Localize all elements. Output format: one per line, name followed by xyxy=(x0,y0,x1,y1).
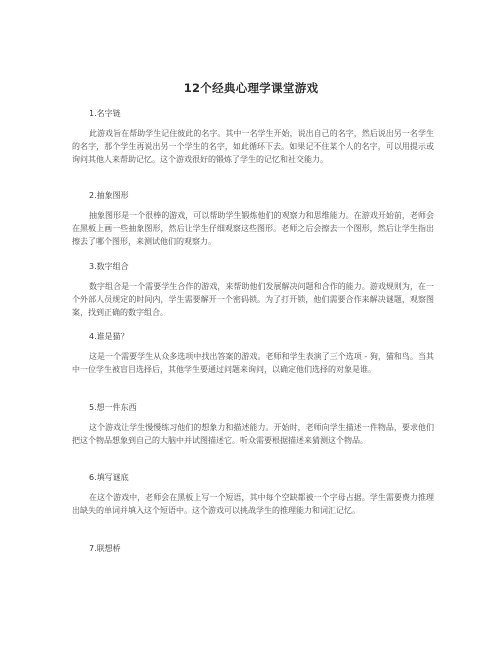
section-body: 在这个游戏中，老师会在黑板上写一个短语，其中每个空缺都被一个字母占据。学生需要费力推理出缺失的单词并填入这个短语中。这个游戏可以挑战学生的推理能力和词汇记忆。 xyxy=(72,493,434,515)
section-heading: 3.数字组合 xyxy=(89,262,129,271)
section-heading: 5.想一件东西 xyxy=(89,403,137,412)
document-title: 12个经典心理学课堂游戏 xyxy=(183,81,319,95)
section-body: 数字组合是一个需要学生合作的游戏，来帮助他们发展解决问题和合作的能力。游戏规则为，在一个外部人员规定的时间内，学生需要解开一个密码锁。为了打开锁，他们需要合作来解决谜题，观察图案，找到正确的数字组合。 xyxy=(72,282,434,317)
section-abstract-shapes xyxy=(72,190,434,248)
section-heading: 2.抽象图形 xyxy=(89,191,129,200)
section-heading: 6.填写谜底 xyxy=(89,473,129,482)
section-heading: 1.名字链 xyxy=(89,109,121,118)
section-name-chain xyxy=(72,108,434,166)
section-body: 抽象图形是一个很棒的游戏，可以帮助学生锻炼他们的观察力和思维能力。在游戏开始前，老师会在黑板上画一些抽象图形，然后让学生仔细观察这些图形。老师之后会擦去一个图形，然后让学生指出擦去了哪个图形，来测试他们的观察力。 xyxy=(72,211,434,246)
section-number-combination xyxy=(72,261,434,319)
section-heading: 7.联想桥 xyxy=(89,544,121,553)
section-association-bridge xyxy=(72,543,434,562)
section-think-of-object xyxy=(72,402,434,447)
section-fill-in-riddle xyxy=(72,472,434,517)
section-body: 此游戏旨在帮助学生记住彼此的名字。其中一名学生开始，说出自己的名字，然后说出另一名学生的名字，那个学生再说出另一个学生的名字，如此循环下去。如果记不住某个人的名字，可以用提示或询问其他人来帮助记忆。这个游戏很好的锻炼了学生的记忆和社交能力。 xyxy=(72,129,434,164)
section-heading: 4.谁是猫？ xyxy=(89,332,129,341)
section-who-is-cat xyxy=(72,331,434,376)
section-body: 这是一个需要学生从众多选项中找出答案的游戏。老师和学生表演了三个选项 - 狗，猫和鸟。当其中一位学生被盲目选择后，其他学生要通过问题来询问，以确定他们选择的对象是谁。 xyxy=(72,352,434,374)
section-body: 这个游戏让学生慢慢练习他们的想象力和描述能力。开始时，老师向学生描述一件物品，要求他们把这个物品想象到自己的大脑中并试图描述它。听众需要根据描述来猜测这个物品。 xyxy=(72,423,434,445)
